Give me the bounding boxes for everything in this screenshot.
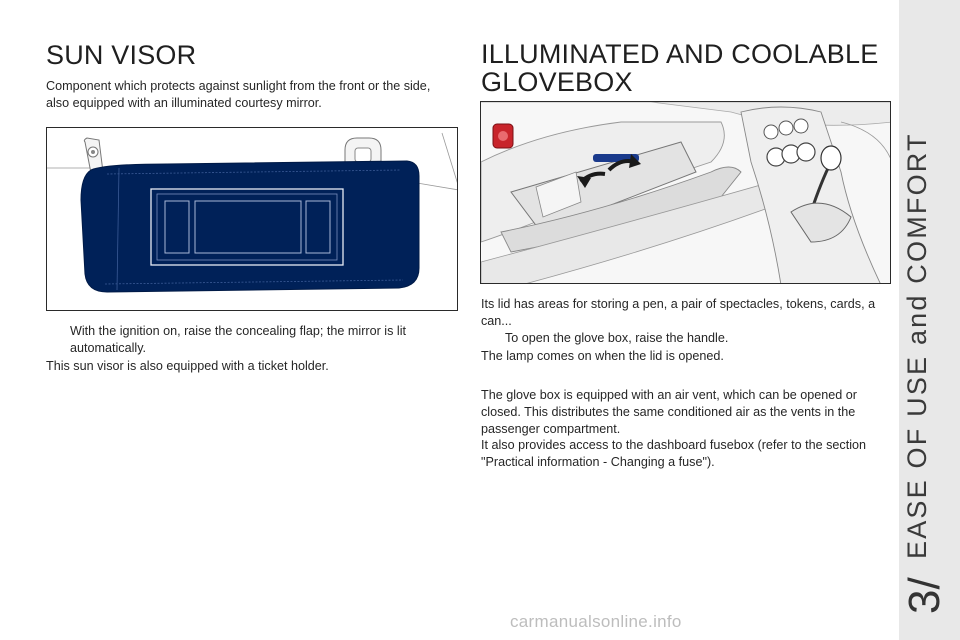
watermark: carmanualsonline.info xyxy=(510,612,682,631)
sun-visor-title: SUN VISOR xyxy=(46,40,197,70)
hazard-button-icon xyxy=(493,124,513,148)
sun-visor-description: Component which protects against sunlight from the front or the side, also equipped with an illuminated courtesy mirror. xyxy=(46,79,431,110)
glovebox-instruction-text: To open the glove box, raise the handle. xyxy=(505,331,729,345)
glovebox-fusebox-text: It also provides access to the dashboard fusebox (refer to the section "Practical information - Changing a fuse"). xyxy=(481,438,867,469)
chapter-number: 3/ xyxy=(900,577,949,614)
glovebox-lamp-text: The lamp comes on when the lid is opened. xyxy=(481,349,724,363)
glovebox-storage-text: Its lid has areas for storing a pen, a pair of spectacles, tokens, cards, a can... xyxy=(481,297,876,328)
chapter-title: EASE OF USE and COMFORT xyxy=(902,132,932,559)
glovebox-title: ILLUMINATED AND COOLABLE GLOVEBOX xyxy=(481,39,879,97)
sun-visor-body xyxy=(81,161,419,292)
sun-visor-instruction-text: With the ignition on, raise the concealing flap; the mirror is lit automatically. xyxy=(70,324,406,355)
sun-visor-drawing xyxy=(47,128,458,311)
glovebox-vent-text: The glove box is equipped with an air vent, which can be opened or closed. This distributes the same conditioned air as the vents in the passenger compartment. xyxy=(481,388,857,436)
sun-visor-illustration xyxy=(46,127,458,311)
glovebox-instruction xyxy=(481,330,891,347)
glovebox-illustration xyxy=(480,101,891,284)
ticket-holder-note: This sun visor is also equipped with a ticket holder. xyxy=(46,359,329,373)
glovebox-drawing xyxy=(481,102,891,284)
sun-visor-instruction xyxy=(46,323,456,357)
